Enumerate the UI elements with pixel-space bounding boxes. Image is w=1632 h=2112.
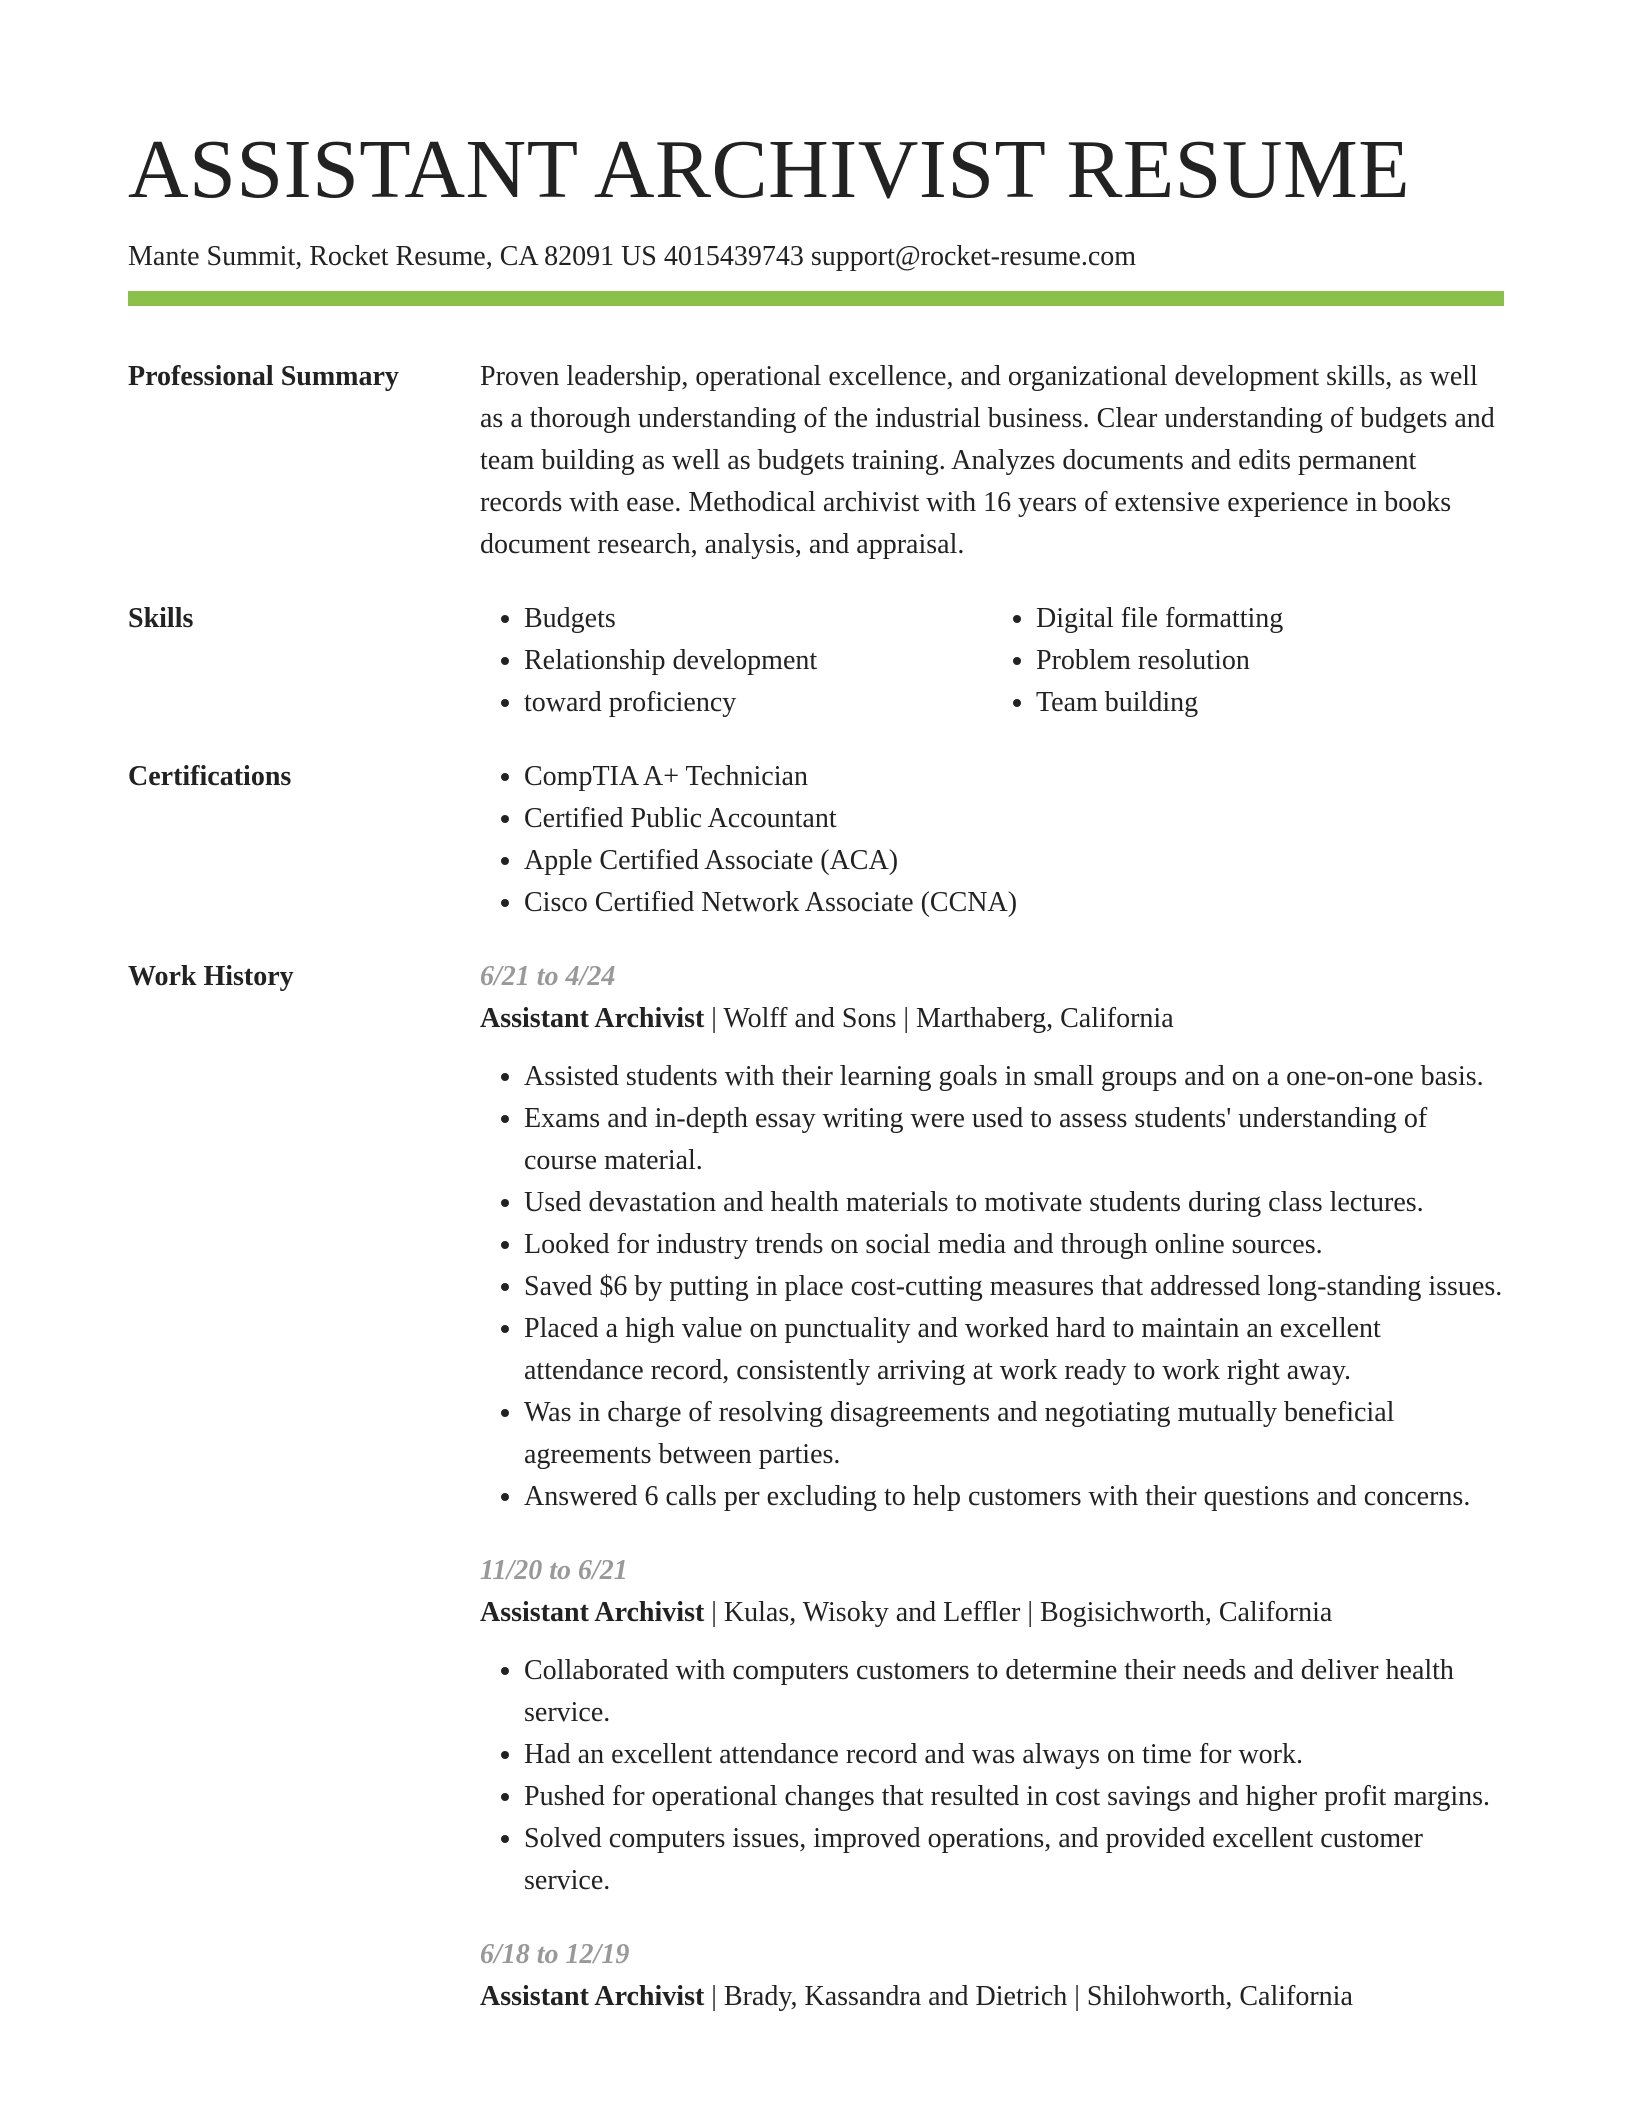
skills-section xyxy=(128,598,1504,724)
skills-list-right xyxy=(992,598,1504,724)
job-bullet: • Was in charge of resolving disagreements and negotiating mutually beneficial agreements between parties. xyxy=(524,1392,1504,1476)
job-bullet: • Assisted students with their learning goals in small groups and on a one-on-one basis. xyxy=(524,1056,1504,1098)
job-entry xyxy=(480,956,1504,1518)
job-title-line xyxy=(480,998,1504,1040)
summary-section xyxy=(128,356,1504,566)
job-bullet: • Exams and in-depth essay writing were used to assess students' understanding of course material. xyxy=(524,1098,1504,1182)
job-entry xyxy=(480,1550,1504,1902)
resume-page xyxy=(128,0,1504,2018)
job-dates: 6/21 to 4/24 xyxy=(480,961,616,992)
work-history-section xyxy=(128,956,1504,2018)
job-details: | Brady, Kassandra and Dietrich | Shilohworth, California xyxy=(704,1981,1353,2012)
job-details: | Kulas, Wisoky and Leffler | Bogisichworth, California xyxy=(704,1597,1333,1628)
contact-phone: 4015439743 xyxy=(663,241,804,272)
certifications-heading: Certifications xyxy=(128,761,292,792)
certification-item: • Certified Public Accountant xyxy=(524,798,1504,840)
summary-text: Proven leadership, operational excellence, and organizational development skills, as well as a thorough understanding of the industrial business. Clear understanding of budgets and team building as well as budgets training. Analyzes documents and edits permanent records with ease. Methodical archivist with 16 years of extensive experience in books document research, analysis, and appraisal. xyxy=(480,361,1495,560)
job-bullet: • Saved $6 by putting in place cost-cutting measures that addressed long-standing issues. xyxy=(524,1266,1504,1308)
job-bullet: • Answered 6 calls per excluding to help customers with their questions and concerns. xyxy=(524,1476,1504,1518)
job-bullet: • Pushed for operational changes that resulted in cost savings and higher profit margins. xyxy=(524,1776,1504,1818)
job-bullet: • Placed a high value on punctuality and worked hard to maintain an excellent attendance record, consistently arriving at work ready to work right away. xyxy=(524,1308,1504,1392)
skill-item: • toward proficiency xyxy=(524,682,992,724)
skill-item: • Relationship development xyxy=(524,640,992,682)
job-bullet: • Used devastation and health materials to motivate students during class lectures. xyxy=(524,1182,1504,1224)
job-title-line xyxy=(480,1976,1504,2018)
certification-item: • Apple Certified Associate (ACA) xyxy=(524,840,1504,882)
skills-heading: Skills xyxy=(128,603,194,634)
certifications-list xyxy=(480,756,1504,924)
summary-heading: Professional Summary xyxy=(128,361,399,392)
certification-item: • CompTIA A+ Technician xyxy=(524,756,1504,798)
job-bullet: • Collaborated with computers customers to determine their needs and deliver health service. xyxy=(524,1650,1504,1734)
skill-item: • Team building xyxy=(1036,682,1504,724)
work-history-heading: Work History xyxy=(128,961,294,992)
job-bullets xyxy=(480,1056,1504,1518)
skill-item: • Budgets xyxy=(524,598,992,640)
certifications-section xyxy=(128,756,1504,924)
job-dates: 6/18 to 12/19 xyxy=(480,1939,630,1970)
job-bullet: • Solved computers issues, improved operations, and provided excellent customer service. xyxy=(524,1818,1504,1902)
job-entry xyxy=(480,1934,1504,2018)
resume-title: ASSISTANT ARCHIVIST RESUME xyxy=(128,123,1411,216)
job-bullet: • Looked for industry trends on social media and through online sources. xyxy=(524,1224,1504,1266)
job-title-line xyxy=(480,1592,1504,1634)
contact-line xyxy=(128,238,1504,276)
header-divider xyxy=(128,291,1504,306)
skills-list-left xyxy=(480,598,992,724)
job-role: Assistant Archivist xyxy=(480,1597,705,1628)
job-bullet: • Had an excellent attendance record and was always on time for work. xyxy=(524,1734,1504,1776)
certification-item: • Cisco Certified Network Associate (CCNA) xyxy=(524,882,1504,924)
skill-item: • Digital file formatting xyxy=(1036,598,1504,640)
job-bullets xyxy=(480,1650,1504,1902)
skill-item: • Problem resolution xyxy=(1036,640,1504,682)
contact-address: Mante Summit, Rocket Resume, CA 82091 US xyxy=(128,241,657,272)
contact-email: support@rocket-resume.com xyxy=(810,241,1137,272)
job-role: Assistant Archivist xyxy=(480,1981,705,2012)
job-details: | Wolff and Sons | Marthaberg, California xyxy=(704,1003,1174,1034)
job-role: Assistant Archivist xyxy=(480,1003,705,1034)
job-dates: 11/20 to 6/21 xyxy=(480,1555,628,1586)
